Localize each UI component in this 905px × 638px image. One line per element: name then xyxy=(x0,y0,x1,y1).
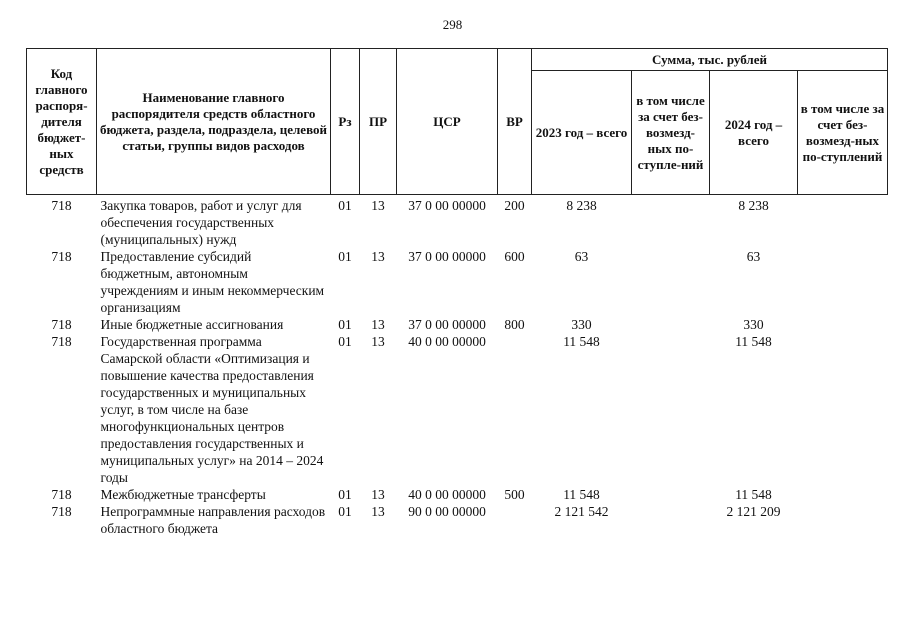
cell-2023-free xyxy=(632,316,710,333)
cell-code: 718 xyxy=(51,504,72,519)
cell-2023-total: 2 121 542 xyxy=(554,504,609,519)
cell-code: 718 xyxy=(51,317,72,332)
header-2024-total: 2024 год – всего xyxy=(710,71,798,195)
table-row xyxy=(27,248,888,316)
cell-rz: 01 xyxy=(338,198,352,213)
cell-pr: 13 xyxy=(371,249,385,264)
cell-name: Непрограммные направления расходов областного бюджета xyxy=(100,504,326,536)
cell-2024-total: 63 xyxy=(746,249,761,264)
cell-csr: 40 0 00 00000 xyxy=(408,487,486,502)
cell-vr: 200 xyxy=(504,198,525,213)
cell-name: Иные бюджетные ассигнования xyxy=(100,317,284,332)
cell-pr: 13 xyxy=(371,487,385,502)
cell-csr: 37 0 00 00000 xyxy=(408,317,486,332)
cell-code: 718 xyxy=(51,334,72,349)
header-code: Код главного распоря-дителя бюджет-ных средств xyxy=(27,49,97,195)
header-vr: ВР xyxy=(498,49,532,195)
table-row xyxy=(27,486,888,503)
cell-vr: 600 xyxy=(504,249,525,264)
table-row xyxy=(27,333,888,486)
cell-vr: 800 xyxy=(504,317,525,332)
cell-2024-free xyxy=(798,503,888,537)
cell-csr: 37 0 00 00000 xyxy=(408,198,486,213)
header-sum: Сумма, тыс. рублей xyxy=(532,49,888,71)
cell-csr: 37 0 00 00000 xyxy=(408,249,486,264)
header-2023-total: 2023 год – всего xyxy=(532,71,632,195)
cell-rz: 01 xyxy=(338,334,352,349)
budget-table xyxy=(26,48,888,537)
cell-rz: 01 xyxy=(338,317,352,332)
cell-name: Предоставление субсидий бюджетным, автономным учреждениям и иным некоммерческим организациям xyxy=(100,249,325,315)
cell-pr: 13 xyxy=(371,334,385,349)
cell-2024-total: 11 548 xyxy=(735,334,772,349)
cell-2024-total: 11 548 xyxy=(735,487,772,502)
cell-2023-free xyxy=(632,503,710,537)
cell-pr: 13 xyxy=(371,317,385,332)
header-rz: Рз xyxy=(331,49,360,195)
cell-name: Государственная программа Самарской области «Оптимизация и повышение качества предоставления государственных и муниципальных услуг, в том числе на базе многофункциональных центров предоставления государственных и муниципальных услуг» на 2014 – 2024 годы xyxy=(100,334,324,485)
cell-2024-free xyxy=(798,195,888,249)
cell-2024-total: 330 xyxy=(743,317,764,332)
cell-vr: 500 xyxy=(504,487,525,502)
table-row xyxy=(27,195,888,249)
cell-rz: 01 xyxy=(338,487,352,502)
cell-vr xyxy=(498,503,532,537)
header-csr: ЦСР xyxy=(397,49,498,195)
cell-code: 718 xyxy=(51,487,72,502)
table-row xyxy=(27,503,888,537)
cell-2023-free xyxy=(632,486,710,503)
page-number: 298 xyxy=(442,17,463,32)
cell-2024-total: 2 121 209 xyxy=(726,504,781,519)
cell-name: Закупка товаров, работ и услуг для обеспечения государственных (муниципальных) нужд xyxy=(100,198,302,247)
cell-csr: 90 0 00 00000 xyxy=(408,504,486,519)
cell-code: 718 xyxy=(51,249,72,264)
cell-pr: 13 xyxy=(371,198,385,213)
cell-2023-free xyxy=(632,195,710,249)
cell-2023-total: 63 xyxy=(574,249,589,264)
cell-2024-free xyxy=(798,333,888,486)
cell-2023-free xyxy=(632,333,710,486)
cell-rz: 01 xyxy=(338,504,352,519)
cell-pr: 13 xyxy=(371,504,385,519)
cell-2024-total: 8 238 xyxy=(738,198,769,213)
cell-2023-free xyxy=(632,248,710,316)
table-row xyxy=(27,316,888,333)
header-2023-free: в том числе за счет без-возмезд-ных по-ступле-ний xyxy=(632,71,710,195)
cell-2023-total: 11 548 xyxy=(563,334,600,349)
header-name: Наименование главного распорядителя средств областного бюджета, раздела, подраздела, целевой статьи, группы видов расходов xyxy=(97,49,331,195)
cell-2024-free xyxy=(798,486,888,503)
cell-2023-total: 330 xyxy=(571,317,592,332)
cell-2023-total: 8 238 xyxy=(566,198,597,213)
cell-2024-free xyxy=(798,248,888,316)
cell-code: 718 xyxy=(51,198,72,213)
cell-2023-total: 11 548 xyxy=(563,487,600,502)
cell-vr xyxy=(498,333,532,486)
header-2024-free: в том числе за счет без-возмезд-ных по-ступлений xyxy=(798,71,888,195)
cell-rz: 01 xyxy=(338,249,352,264)
cell-2024-free xyxy=(798,316,888,333)
cell-csr: 40 0 00 00000 xyxy=(408,334,486,349)
cell-name: Межбюджетные трансферты xyxy=(100,487,266,502)
header-pr: ПР xyxy=(360,49,397,195)
